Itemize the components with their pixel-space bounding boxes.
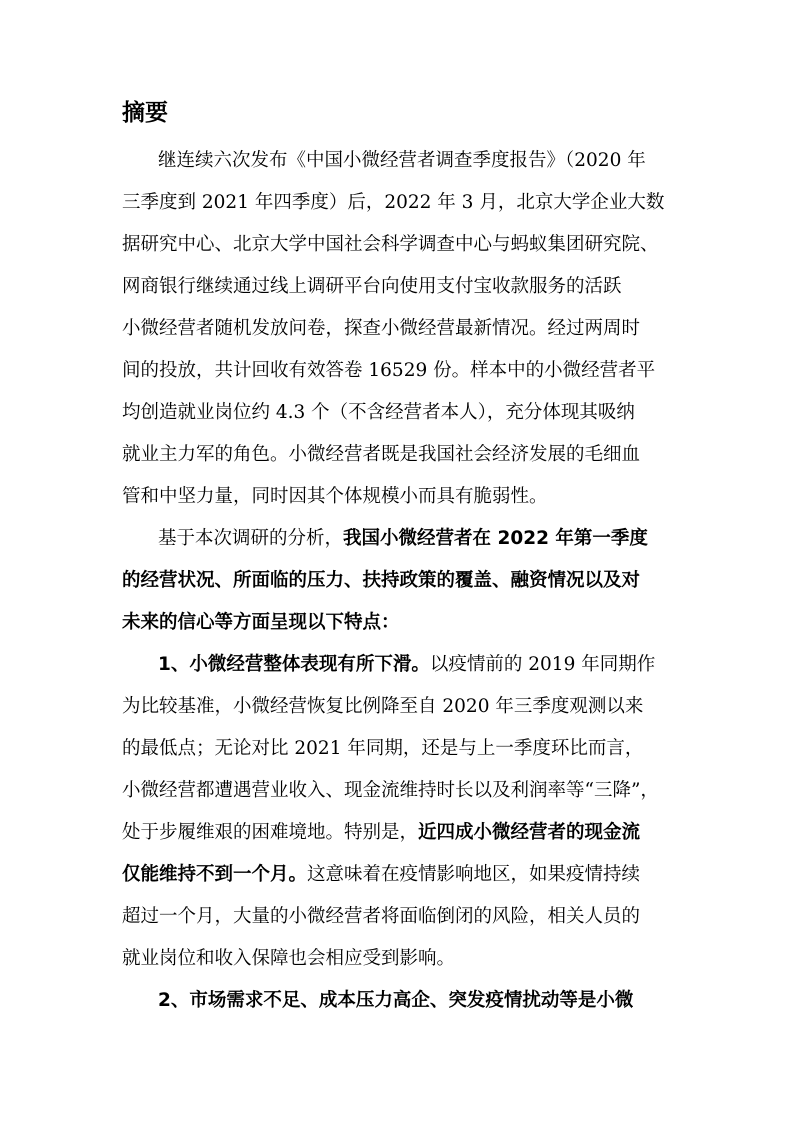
text-line: 据研究中心、北京大学中国社会科学调查中心与蚂蚁集团研究院、 — [122, 234, 659, 255]
bold-text-line: 的经营状况、所面临的压力、扶持政策的覆盖、融资情况以及对 — [122, 570, 641, 591]
text-line: 的最低点；无论对比 2021 年同期，还是与上一季度环比而言， — [122, 738, 644, 759]
text-line: 均创造就业岗位约 4.3 个（不含经营者本人），充分体现其吸纳 — [122, 402, 635, 423]
bold-text-span: 仅能维持不到一个月。 — [122, 864, 308, 885]
text-span: 以疫情前的 2019 年同期作 — [429, 654, 656, 675]
bold-text-line: 2、市场需求不足、成本压力高企、突发疫情扰动等是小微 — [158, 990, 634, 1011]
text-line — [122, 861, 682, 889]
text-span: 基于本次调研的分析， — [158, 528, 344, 549]
bold-text-span: 我国小微经营者在 2022 年第一季度 — [343, 528, 648, 549]
text-line: 继连续六次发布《中国小微经营者调查季度报告》（2020 年 — [158, 150, 646, 171]
text-line: 就业岗位和收入保障也会相应受到影响。 — [122, 948, 456, 969]
text-line: 超过一个月，大量的小微经营者将面临倒闭的风险，相关人员的 — [122, 906, 641, 927]
text-line — [158, 651, 682, 679]
bold-text-line: 未来的信心等方面呈现以下特点： — [122, 612, 400, 633]
text-span: 处于步履维艰的困难境地。特别是， — [122, 822, 419, 843]
text-line: 间的投放，共计回收有效答卷 16529 份。样本中的小微经营者平 — [122, 360, 656, 381]
text-line — [122, 819, 682, 847]
text-line: 小微经营都遭遇营业收入、现金流维持时长以及利润率等“三降”， — [122, 780, 659, 801]
text-line — [158, 525, 682, 553]
text-line: 网商银行继续通过线上调研平台向使用支付宝收款服务的活跃 — [122, 276, 622, 297]
bold-text-span: 1、小微经营整体表现有所下滑。 — [158, 654, 430, 675]
text-line: 管和中坚力量，同时因其个体规模小而具有脆弱性。 — [122, 486, 548, 507]
text-line: 就业主力军的角色。小微经营者既是我国社会经济发展的毛细血 — [122, 444, 641, 465]
text-line: 三季度到 2021 年四季度）后，2022 年 3 月，北京大学企业大数 — [122, 192, 665, 213]
text-span: 这意味着在疫情影响地区，如果疫情持续 — [307, 864, 641, 885]
bold-text-span: 近四成小微经营者的现金流 — [418, 822, 641, 843]
text-line: 小微经营者随机发放问卷，探查小微经营最新情况。经过两周时 — [122, 318, 641, 339]
section-heading: 摘要 — [122, 100, 168, 126]
text-line: 为比较基准，小微经营恢复比例降至自 2020 年三季度观测以来 — [122, 696, 644, 717]
